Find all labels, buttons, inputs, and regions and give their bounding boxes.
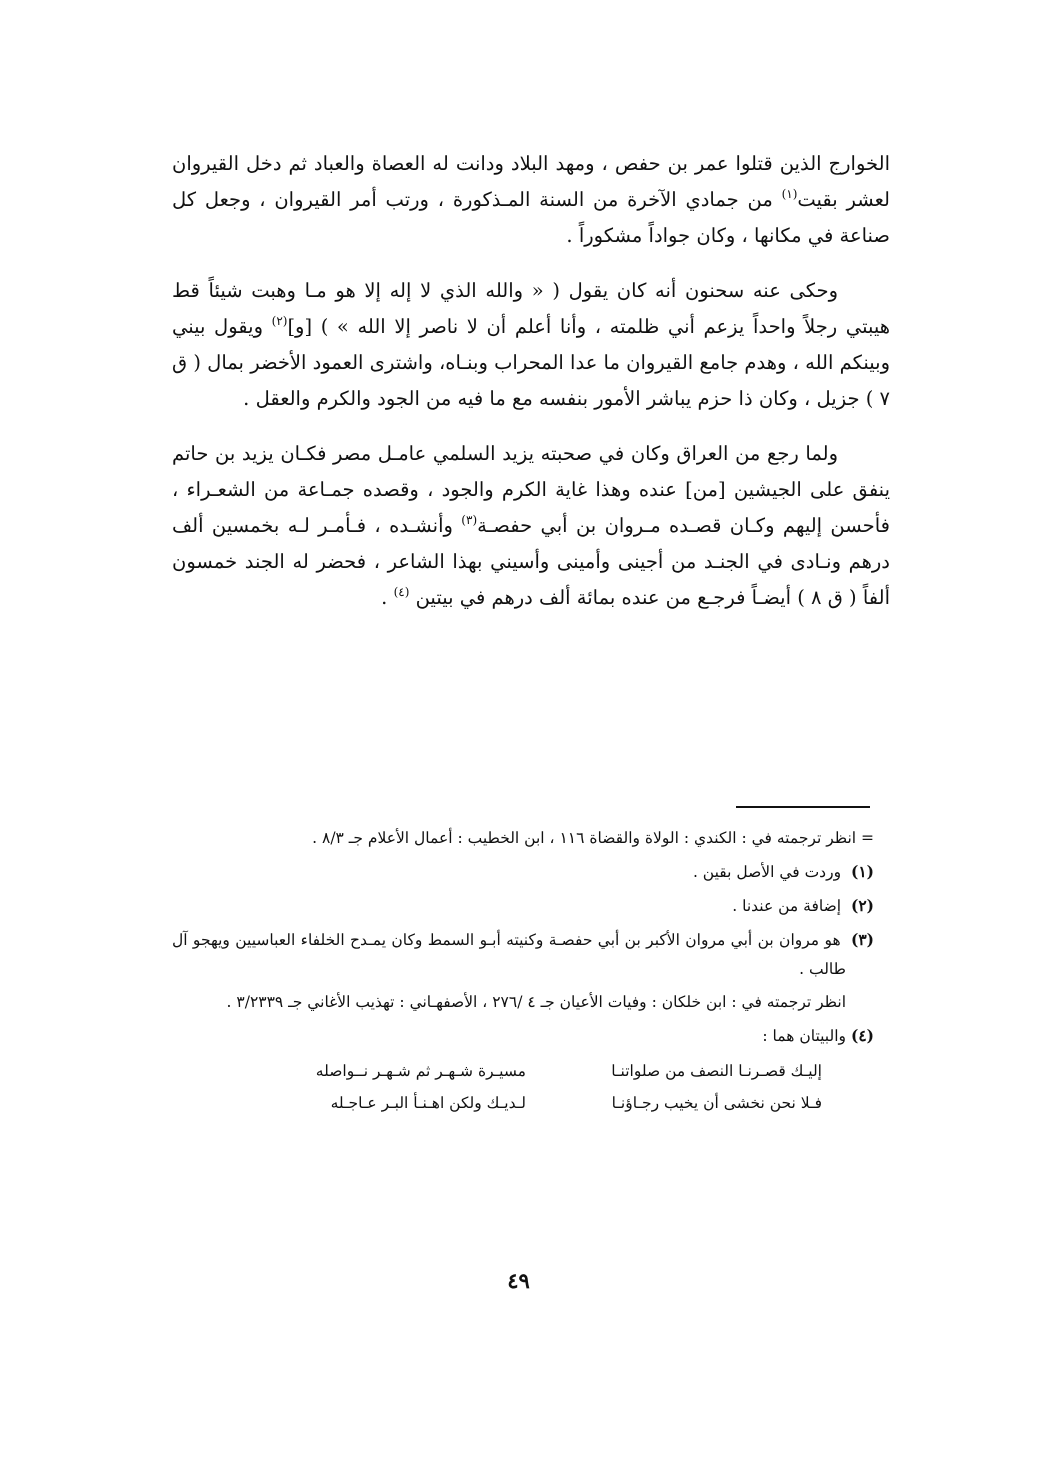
footnote-2-number: (٢): [850, 896, 874, 915]
paragraph-3-text-c: .: [381, 586, 394, 609]
paragraph-2: [172, 273, 890, 417]
footnote-continuation: = انظر ترجمته في : الكندي : الولاة والقضاة ١١٦ ، ابن الخطيب : أعمال الأعلام جـ ٨/٣ .: [312, 829, 874, 847]
footnote-3-number: (٣): [850, 930, 874, 949]
paragraph-2-text-a: وحكى عنه سحنون أنه كان يقول ( « والله الذي لا إله إلا هو مـا وهبت شيئاً قط هيبتي رجلاً واحداً يزعم أني ظلمته ، وأنا أعلم أن لا ناصر إلا الله » ) [و]: [172, 279, 890, 338]
footnote-4: [172, 1021, 874, 1051]
main-text: [172, 146, 890, 635]
verse-line: [172, 1087, 822, 1119]
footnote-2-text: إضافة من عندنا .: [732, 897, 846, 915]
verses: [172, 1055, 874, 1119]
footnote-3-text: هو مروان بن أبي مروان الأكبر بن أبي حفصـة وكنيته أبـو السمط وكان يمـدح الخلفاء العباسيين ويهجو آل طالب .: [172, 931, 846, 978]
verse-1-first-hemistich: إليـك قصـرنـا النصف من صلواتنـا: [611, 1062, 822, 1080]
footnote-ref-1: (١): [781, 187, 798, 201]
paragraph-3-text-b: وأنشـده ، فـأمـر لـه بخمسين ألف درهم ونـادى في الجنـد من أجينى وأمينى وأسيني بهذا الشاعر ، فحضر له الجند خمسون ألفاً ( ق ٨ ) أيضـاً فرجـع من عنده بمائة ألف درهم في بيتين: [172, 514, 890, 609]
footnote-ref-3: (٣): [461, 513, 478, 527]
paragraph-2-text-b: ويقول بيني وبينكم الله ، وهدم جامع القيروان ما عدا المحراب وبنـاه، واشترى العمود الأخضر بمال ( ق ٧ ) جزيل ، وكان ذا حزم يباشر الأمور بنفسه مع ما فيه من الجود والكرم والعقل .: [172, 315, 890, 410]
paragraph-3: [172, 436, 890, 616]
verse-2-second-hemistich: لـديـك ولكن اهـنـأ البـر عـاجـله: [330, 1094, 526, 1112]
paragraph-3-text-a: ولما رجع من العراق وكان في صحبته يزيد السلمي عامـل مصر فكـان يزيد بن حاتم ينفق على الجيشين [من] عنده وهذا غاية الكرم والجود ، وقصده جمـاعة من الشعـراء ، فأحسن إليهم وكـان قصـده مـروان بن أبي حفصـة: [172, 442, 890, 537]
footnote-3-see-also: [172, 988, 874, 1017]
footnote-3-see-also-text: انظر ترجمته في : ابن خلكان : وفيات الأعيان جـ ٤ /٢٧٦ ، الأصفهـاني : تهذيب الأغاني جـ ٣/٢٣٣٩ .: [226, 993, 846, 1011]
footnote-1-text: وردت في الأصل بقين .: [692, 863, 846, 881]
footnote-1-number: (١): [850, 862, 874, 881]
footnote-ref-4: (٤): [393, 585, 410, 599]
verse-2-first-hemistich: فـلا نحن نخشى أن يخيب رجـاؤنـا: [611, 1094, 822, 1112]
verse-line: [172, 1055, 822, 1087]
footnote-3: [172, 925, 874, 984]
footnote-2: [172, 891, 874, 921]
footnote-ref-2: (٢): [271, 314, 288, 328]
page-number: ٤٩: [507, 1268, 530, 1293]
footnote-1: [172, 857, 874, 887]
paragraph-1-text-b: من جمادي الآخرة من السنة المـذكورة ، ورتب أمر القيروان ، وجعل كل صناعة في مكانها ، وكان جواداً مشكوراً .: [172, 188, 890, 247]
footnote-4-intro: والبيتان هما :: [762, 1027, 846, 1045]
verse-1-second-hemistich: مسيـرة شـهـر ثم شـهـر نــواصله: [315, 1062, 526, 1080]
footnote-4-number: (٤): [850, 1026, 874, 1045]
paragraph-1: [172, 146, 890, 254]
paragraph-1-text-a: الخوارج الذين قتلوا عمر بن حفص ، ومهد البلاد ودانت له العصاة والعباد ثم دخل القيروان لعشر بقيت: [172, 152, 891, 211]
footnotes: [172, 824, 874, 1119]
footnote-divider: [736, 806, 870, 808]
